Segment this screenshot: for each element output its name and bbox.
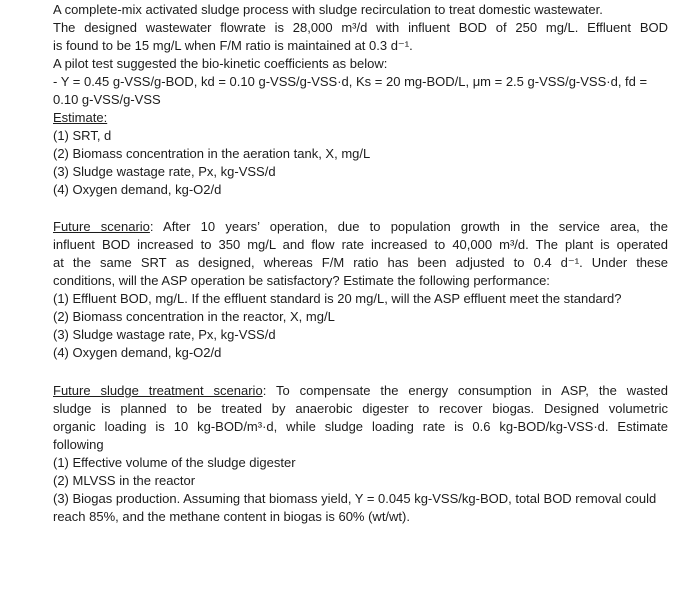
future-scenario-line: influent BOD increased to 350 mg/L and flow rate increased to 40,000 m³/d. The plant is operated <box>53 237 668 252</box>
future-scenario-heading: Future scenario <box>53 219 150 234</box>
future-scenario-line: conditions, will the ASP operation be satisfactory? Estimate the following performance: <box>53 273 550 288</box>
sludge-scenario-section <box>53 382 668 526</box>
intro-line: A complete-mix activated sludge process with sludge recirculation to treat domestic wastewater. <box>53 2 603 17</box>
estimate-item: (1) SRT, d <box>53 128 112 143</box>
sludge-scenario-heading: Future sludge treatment scenario <box>53 383 263 398</box>
intro-section <box>53 1 668 199</box>
estimate-heading: Estimate: <box>53 110 108 125</box>
sludge-scenario-line <box>53 382 668 400</box>
sludge-scenario-line: following <box>53 437 104 452</box>
sludge-scenario-item: (2) MLVSS in the reactor <box>53 473 196 488</box>
estimate-item: (2) Biomass concentration in the aeration tank, X, mg/L <box>53 146 371 161</box>
intro-line: - Y = 0.45 g-VSS/g-BOD, kd = 0.10 g-VSS/g-VSS·d, Ks = 20 mg-BOD/L, μm = 2.5 g-VSS/g-VSS·d, fd = <box>53 74 648 89</box>
future-scenario-section <box>53 218 668 362</box>
problem-document <box>53 1 668 526</box>
future-scenario-item: (3) Sludge wastage rate, Px, kg-VSS/d <box>53 327 276 342</box>
future-scenario-item: (4) Oxygen demand, kg-O2/d <box>53 345 222 360</box>
intro-line: A pilot test suggested the bio-kinetic coefficients as below: <box>53 56 388 71</box>
sludge-scenario-line: sludge is planned to be treated by anaerobic digester to recover biogas. Designed volumetric <box>53 401 668 416</box>
sludge-scenario-item: reach 85%, and the methane content in biogas is 60% (wt/wt). <box>53 509 410 524</box>
intro-line: is found to be 15 mg/L when F/M ratio is maintained at 0.3 d⁻¹. <box>53 38 413 53</box>
future-scenario-text: : After 10 years’ operation, due to population growth in the service area, the <box>149 219 668 234</box>
estimate-item: (3) Sludge wastage rate, Px, kg-VSS/d <box>53 164 276 179</box>
future-scenario-item: (1) Effluent BOD, mg/L. If the effluent standard is 20 mg/L, will the ASP effluent meet the standard? <box>53 291 622 306</box>
intro-line: 0.10 g-VSS/g-VSS <box>53 92 161 107</box>
future-scenario-item: (2) Biomass concentration in the reactor, X, mg/L <box>53 309 335 324</box>
future-scenario-line <box>53 218 668 236</box>
future-scenario-line: at the same SRT as designed, whereas F/M ratio has been adjusted to 0.4 d⁻¹. Under these <box>53 255 668 270</box>
sludge-scenario-line: organic loading is 10 kg-BOD/m³·d, while sludge loading rate is 0.6 kg-BOD/kg-VSS·d. Estimate <box>53 419 668 434</box>
intro-line: The designed wastewater flowrate is 28,000 m³/d with influent BOD of 250 mg/L. Effluent BOD <box>53 20 668 35</box>
estimate-item: (4) Oxygen demand, kg-O2/d <box>53 182 222 197</box>
sludge-scenario-item: (3) Biogas production. Assuming that biomass yield, Y = 0.045 kg-VSS/kg-BOD, total BOD removal could <box>53 491 657 506</box>
sludge-scenario-text: : To compensate the energy consumption in ASP, the wasted <box>262 383 668 398</box>
sludge-scenario-item: (1) Effective volume of the sludge digester <box>53 455 296 470</box>
